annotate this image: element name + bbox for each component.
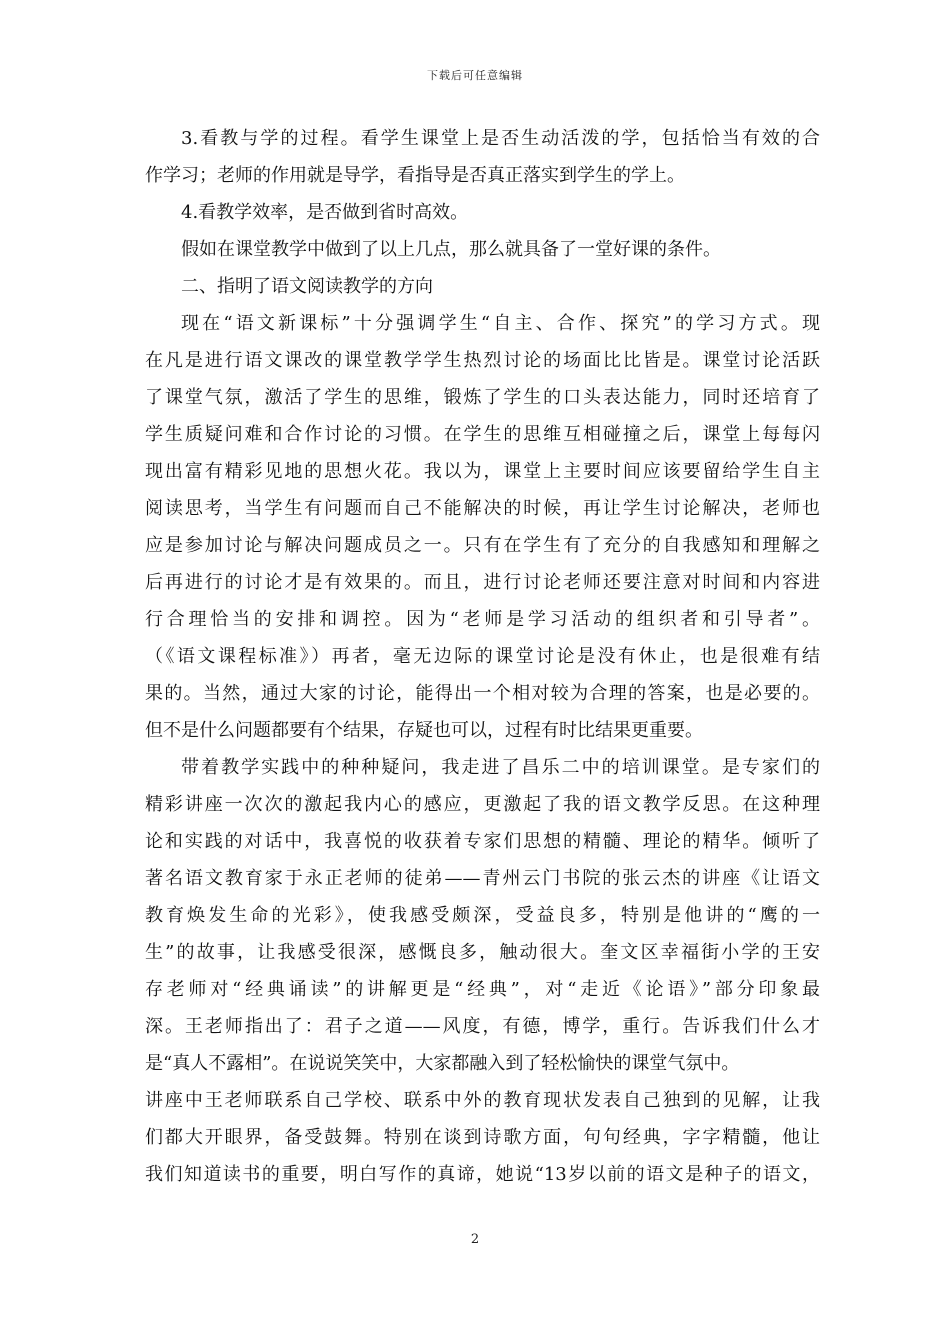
- text-line: 深。王老师指出了：君子之道——风度，有德，博学，重行。告诉我们什么才: [145, 1016, 820, 1037]
- text-line: 作学习；老师的作用就是导学，看指导是否真正落实到学生的学上。: [145, 165, 685, 186]
- text-line: 在凡是进行语文课改的课堂教学学生热烈讨论的场面比比皆是。课堂讨论活跃: [145, 350, 820, 371]
- text-line: 论和实践的对话中，我喜悦的收获着专家们思想的精髓、理论的精华。倾听了: [145, 831, 820, 852]
- text-line: 了课堂气氛，激活了学生的思维，锻炼了学生的口头表达能力，同时还培育了: [145, 387, 820, 408]
- text-line: 学生质疑问难和合作讨论的习惯。在学生的思维互相碰撞之后，课堂上每每闪: [145, 424, 820, 445]
- text-line: 阅读思考，当学生有问题而自己不能解决的时候，再让学生讨论解决，老师也: [145, 498, 820, 519]
- text-line: 果的。当然，通过大家的讨论，能得出一个相对较为合理的答案，也是必要的。: [145, 683, 820, 704]
- text-line: 讲座中王老师联系自己学校、联系中外的教育现状发表自己独到的见解，让我: [145, 1090, 820, 1111]
- text-line: 假如在课堂教学中做到了以上几点，那么就具备了一堂好课的条件。: [181, 239, 721, 260]
- text-line: 存老师对“经典诵读”的讲解更是“经典”，对“走近《论语》”部分印象最: [145, 979, 820, 1000]
- text-line: 著名语文教育家于永正老师的徒弟——青州云门书院的张云杰的讲座《让语文: [145, 868, 820, 889]
- page-header: 下载后可任意编辑: [427, 69, 523, 82]
- text-line: 我们知道读书的重要，明白写作的真谛，她说“13岁以前的语文是种子的语文，: [145, 1164, 820, 1185]
- document-body: [145, 120, 820, 1193]
- text-line: 应是参加讨论与解决问题成员之一。只有在学生有了充分的自我感知和理解之: [145, 535, 820, 556]
- text-line: 教育焕发生命的光彩》，使我感受颇深，受益良多，特别是他讲的“鹰的一: [145, 905, 820, 926]
- text-line: （《语文课程标准》）再者，毫无边际的课堂讨论是没有休止，也是很难有结: [145, 646, 820, 667]
- text-line: 精彩讲座一次次的激起我内心的感应，更激起了我的语文教学反思。在这种理: [145, 794, 820, 815]
- text-line: 现在“语文新课标”十分强调学生“自主、合作、探究”的学习方式。现: [181, 313, 820, 334]
- text-line: 3.看教与学的过程。看学生课堂上是否生动活泼的学，包括恰当有效的合: [181, 128, 820, 149]
- text-line: 带着教学实践中的种种疑问，我走进了昌乐二中的培训课堂。是专家们的: [181, 757, 820, 778]
- text-line: 后再进行的讨论才是有效果的。而且，进行讨论老师还要注意对时间和内容进: [145, 572, 820, 593]
- text-line: 行合理恰当的安排和调控。因为“老师是学习活动的组织者和引导者”。: [145, 609, 820, 630]
- text-line: 现出富有精彩见地的思想火花。我以为，课堂上主要时间应该要留给学生自主: [145, 461, 820, 482]
- page-number: 2: [470, 1232, 480, 1247]
- text-line: 生”的故事，让我感受很深，感慨良多，触动很大。奎文区幸福街小学的王安: [145, 942, 820, 963]
- text-line: 们都大开眼界，备受鼓舞。特别在谈到诗歌方面，句句经典，字字精髓，他让: [145, 1127, 820, 1148]
- text-line: 二、指明了语文阅读教学的方向: [181, 276, 433, 297]
- text-line: 但不是什么问题都要有个结果，存疑也可以，过程有时比结果更重要。: [145, 720, 703, 741]
- text-line: 是“真人不露相”。在说说笑笑中，大家都融入到了轻松愉快的课堂气氛中。: [145, 1053, 740, 1074]
- text-line: 4.看教学效率，是否做到省时高效。: [181, 202, 469, 223]
